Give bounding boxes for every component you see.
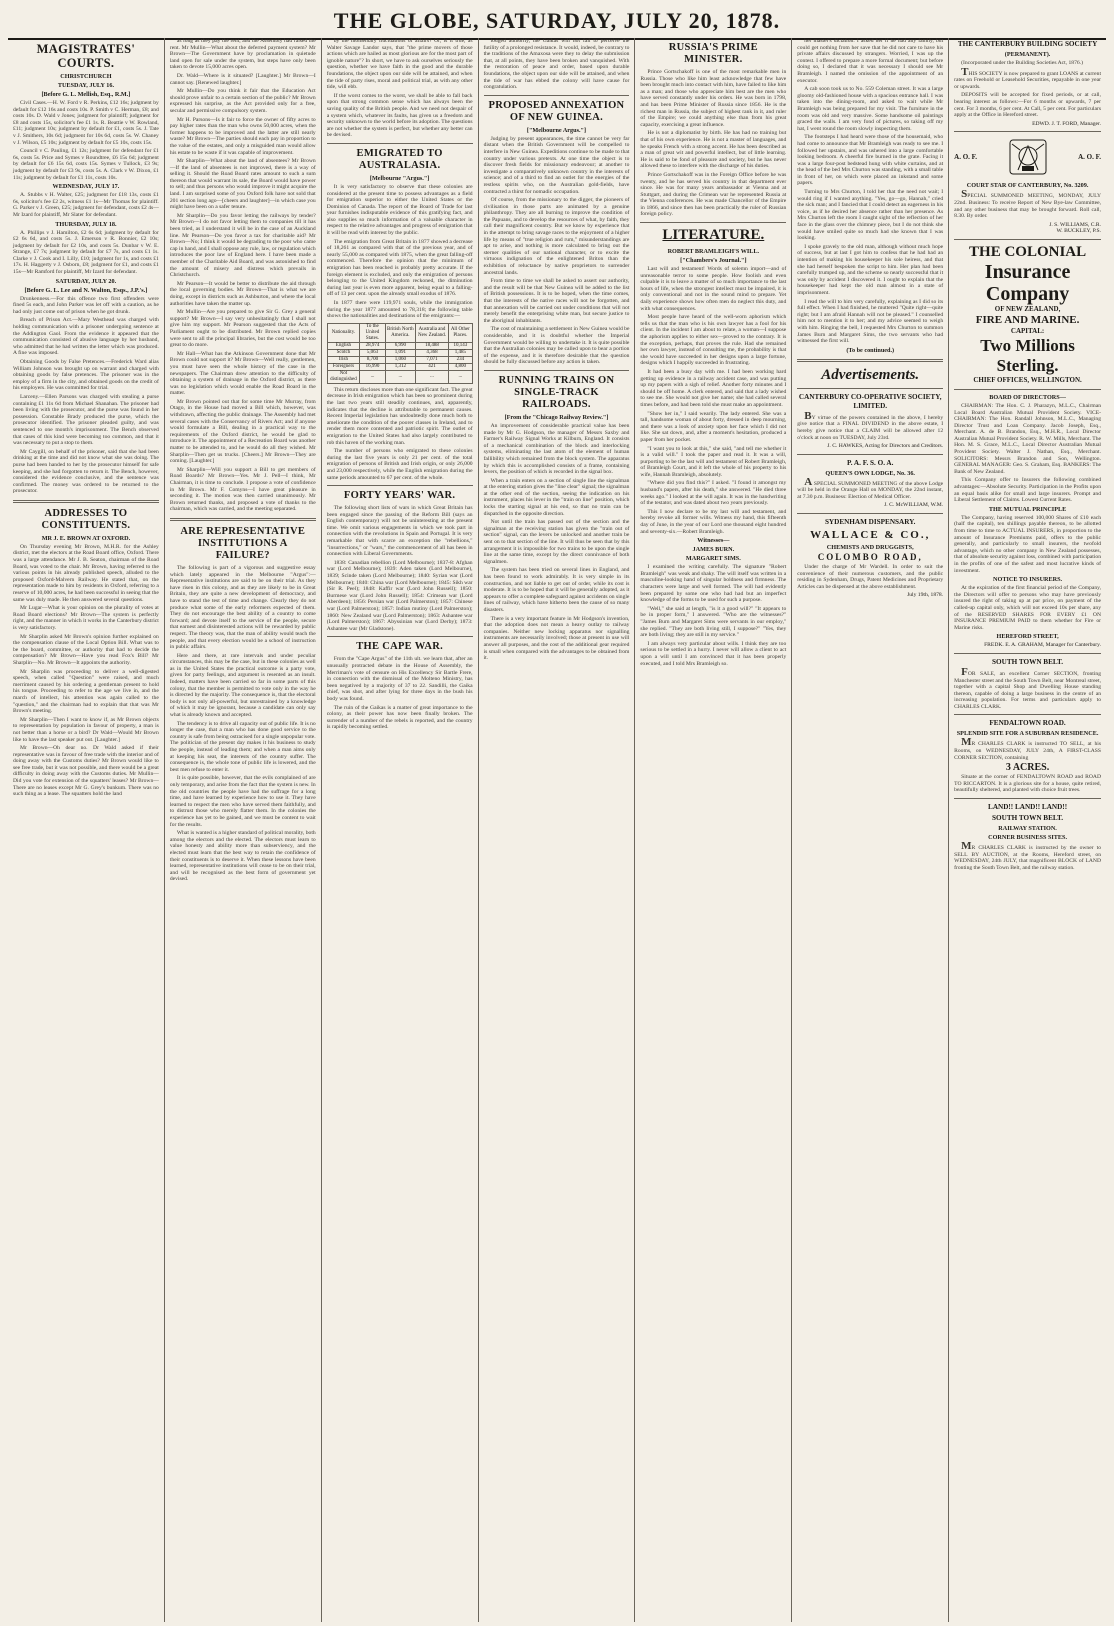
emigration-table (327, 323, 473, 384)
emigration-table-header: All Other Places. (449, 323, 472, 342)
hereford-street: HEREFORD STREET, (996, 633, 1059, 641)
session-3: THURSDAY, JULY 18. (55, 220, 117, 228)
divider (797, 388, 943, 389)
emigration-table-row (327, 356, 472, 363)
new-guinea-source: ["Melbourne Argus."] (526, 126, 587, 134)
building-society-sub: (PERMANENT). (1004, 51, 1051, 58)
colonial-of-nz: OF NEW ZEALAND, (994, 304, 1061, 313)
colonial-insurance-ad (954, 244, 1101, 385)
acres-text: Situate at the corner of FENDALTOWN ROAD and ROAD TO RICCARTON. It is a glorious site for a house, quite retired, beautifully sheltered, and planted with choice fruit trees. (954, 774, 1101, 794)
emigration-table-cell: ... (385, 370, 415, 383)
emigrated-text: It is very satisfactory to observe that these colonies are considered at the present time to possess advantages as a field for emigration superior to either the United States or the Dominion of Canada. The report of the Board of Trade for last year furnishes indisputable evidence of this gratifying fact, and also supplies so much information of a valuable character in respect to the relative advantages and progress of emigration that it will be read with interest by the public. The emigration from Great Britain in 1877 showed a decrease of 18,261 as compared with that of the previous year, and of nearly 55,000 as compared with 1875, when the great falling-off commenced. Therefore the opinion that the minimum of emigration has been reached is probably pretty accurate. If the foreign element is excluded, and only the emigration of persons belonging to the United Kingdom reckoned, the diminution during last year is even more apparent, being equal to a falling-off of 13 per cent. upon the already small exodus of 1876. In 1877 there were 119,971 souls, while the immigration during the year 1877 amounted to 78,318; the following table shows the nationalities and destinations of the emigrants:— (326, 183, 473, 320)
emigration-table-cell: Not distinguished (327, 370, 359, 383)
court-title: COURT STAR OF CANTERBURY, No. 3209. (966, 182, 1089, 190)
emigration-table-header: British North America. (385, 323, 415, 342)
divider (954, 714, 1101, 715)
new-guinea-heading: PROPOSED ANNEXATION OF NEW GUINEA. (488, 99, 625, 123)
emigration-table-cell: ... (449, 370, 472, 383)
foresters-emblem-icon (1004, 136, 1052, 178)
bench-4: [Before G. L. Lee and N. Walton, Esqs., J.P.'s.] (24, 286, 148, 294)
literature-heading: LITERATURE. (662, 227, 765, 244)
emigration-table-row (327, 342, 472, 349)
pafsoa-ad-title: P. A. F. S. O. A. (847, 458, 894, 467)
session-1: TUESDAY, JULY 16. (57, 82, 114, 89)
south-town-text: FOR SALE, an excellent Corner SECTION, fronting Manchester street and the South Town Belt, near Montreal street, together with a capital Shop and Dwelling House standing thereon, capable of doing a large business in the centre of an increasing population. For terms and particulars apply to CHARLES CLARK. (954, 665, 1101, 710)
cape-war-heading: THE CAPE WAR. (356, 641, 444, 653)
court-report-block-4: Drunkenness.—For this offence two first offenders were fined 5s each, and John Parker was let off with a caution, as he had only just come out of prison when he got drunk. Breach of Prison Act.—Mary Westhead was charged with holding communication with a prisoner undergoing sentence at the Addington Gaol. From the evidence it appeared that the communication consisted of abusive language by her husband, who admitted that he had written the letter which was produced. A fine was imposed. Obtaining Goods by False Pretences.—Frederick Ward alias William Johnson was brought up on warrant and charged with obtaining goods by false pretences. The prisoner was in the employ of a firm in the city, and obtained goods on the credit of his employers. He was committed for trial. Larceny.—Ellen Parsons was charged with stealing a purse containing £1 11s 6d from Michael Shanahan. The prisoner had been living with the prosecutor, and the purse was found in her possession. Constable Brady produced the purse, which the prosecutor identified. The prisoner pleaded guilty, and was sentenced to one month's imprisonment. The Bench observed that cases of this kind were becoming too common, and that it was necessary to put a stop to them. Mr Caygill, on behalf of the prisoner, said that she had been drinking at the time and did not know what she was doing. The purse had been handed to her by the prosecutor himself for safe keeping, and she had forgotten to return it. The Bench, however, considered the evidence conclusive, and the sentence was confirmed. The money was ordered to be returned to the prosecutor. (13, 295, 159, 495)
story-text: Last will and testament! Words of solemn import—and of unreasonable terror to some people. How foolish and even culpable it is to leave a matter of so much importance to the last hours of life, when the strongest intellect must be impaired, it is only conventional and not in the sound mind to prepare. Yet daily experience shows how often men do neglect this duty, and with what consequences. Most people have heard of the well-worn aphorism which tells us that the man who is his own lawyer has a fool for his client. In the incident I am about to relate, a woman—I suppose the aphorism applies to either sex—proved to the contrary. It is the exception, perhaps, that proves the rule. Had she remained her own lawyer, instead of consulting me, the probability is that she would have succeeded in her designs upon a large fortune, designs which I happily succeeded in frustrating. It had been a busy day with me. I had been working hard getting up evidence in a railway accident case, and was putting up my papers with a sigh of relief. Another forty minutes and I should be off home. A clerk entered, and said that a lady wished to see me. She would not give her name; she had called several times before, and had been told she must make an appointment. "Show her in," I said wearily. The lady entered. She was a tall, handsome woman of about forty, dressed in deep mourning, and there was a look of anxiety upon her face which I did not like. She sat down, and, after a moment's hesitation, produced a paper from her pocket. "I want you to look at this," she said, "and tell me whether it is a valid will." I took the paper and read it. It was a will, purporting to be the last will and testament of Robert Bramleigh, of Bramleigh Court, and it left the whole of his property to his wife, Hannah Bramleigh, absolutely. "Where did you find this?" I asked. "I found it amongst my husband's papers, after his death," she answered. "He died three weeks ago." I looked at the will again. It was in the handwriting of the testator, and was dated about two years previously. This I now declare to be my last will and testament, and hereby revoke all former wills. Witness my hand, this fifteenth day of June, in the year of our Lord one thousand eight hundred and seventy-six.—Robert Bramleigh. (640, 266, 787, 535)
emigration-table-row (327, 363, 472, 370)
coop-ad-title: CANTERBURY CO-OPERATIVE SOCIETY, LIMITED. (798, 392, 942, 410)
wallace-date: July 19th, 1878. (907, 592, 944, 599)
colonial-capital: CAPITAL: (1010, 326, 1045, 335)
forty-years-text: The following short lists of wars in which Great Britain has been engaged since the passing of the Reform Bill (says an English contemporary) will not be uninteresting at the present time. We omit various engagements in which we took part in connection with the revolutions in Spain and Portugal. It is very remarkable that with scarce an exception the "rebellions," "insurrections," or "wars," the commencement of all has been in connection with Liberal Governments. 1838: Canadian rebellion (Lord Melbourne); 1837-8: Afghan war (Lord Melbourne); 1839: Aden taken (Lord Melbourne), 1839; Scinde taken (Lord Melbourne); 1840: Syrian war (Lord Melbourne); 1840: China war (Lord Melbourne); 1845: Sikh war (Sir R. Peel); 1848: Kaffir war (Lord John Russell); 1850: Burmese war (Lord John Russell); 1854: Crimean war (Lord Aberdeen); 1856: Persian war (Lord Palmerston); 1857: Chinese war (Lord Palmerston); 1857: Indian mutiny (Lord Palmerston); 1860: New Zealand war (Lord Palmerston); 1863: Ashantee war (Lord Palmerston); 1867: Abyssinian war (Lord Derby); 1873: Ashantee war (Mr Gladstone). (326, 505, 473, 632)
new-guinea-text: Judging by present appearances, the time cannot be very far distant when the British Government will be compelled to interfere in New Guinea. Expeditions continue to be made to that country under various pretexts. At one time the object is to discover fresh fields for missionary endeavour; at another to investigate a comparatively unknown country in the interests of science; and of a third to find an outlet for the energies of the restless spirits who, on the Australian gold-fields, have contracted a thirst for nomadic occupation. Of course, from the missionary to the digger, the pioneers of civilisation in those parts are animated by a genuine philanthropy. They are all burning to improve the condition of the Papuans, and to develop the resources of what, by faith, they call their magnificent country. But we know by experience that in the attempt to bring savage races to the enjoyment of a higher life by means of "true religion and rum," misunderstandings are apt to arise, and nothing is more calculated to bring out the sterner qualities of our national character, or to excite the virtuous indignation of the enlightened Briton than the exhibition of reluctance by native proprietors to surrender ancestral lands. From time to time we shall be asked to assert our authority, and the result will be that New Guinea will be added to the list of British possessions. It is to be hoped, when the time comes, that the interests of the native races will not be forgotten, and that annexation will be carried out under conditions that will not merely benefit the enterprising white man, but secure justice to the aboriginal inhabitants. The cost of maintaining a settlement in New Guinea would be considerable, and it is doubtful whether the Imperial Government would be willing to undertake it. It is quite possible that the Australian colonies may be called upon to bear a portion of the expense, and it is therefore desirable that the question should be fully discussed before any action is taken. (483, 135, 630, 366)
emigration-table-cell: Irish (327, 356, 359, 363)
divider (13, 500, 159, 503)
building-society-text: (Incorporated under the Building Societies Act, 1876.) THIS SOCIETY is now prepared to grant LOANS at current rates on Freehold or Leasehold Securities, repayable in one year or upwards. DEPOSITS will be accepted for fixed periods, or at call, bearing interest as follows:—For 6 months or upwards, 7 per cent. For 3 months, 6 per cent. At Call, 5 per cent. For particulars apply at the Office in Hereford street. (954, 60, 1101, 119)
wallace-name: WALLACE & CO., (810, 529, 931, 542)
divider (640, 222, 786, 223)
brown-oxford-heading: MR J. E. BROWN AT OXFORD. (41, 534, 131, 542)
emigration-table-cell: 1,485 (449, 349, 472, 356)
emigration-table-cell: 5,063 (360, 349, 386, 356)
emigration-table-cell: ... (415, 370, 448, 383)
emigration-table-cell: 4,368 (415, 349, 448, 356)
mutual-heading: THE MUTUAL PRINCIPLE (988, 505, 1067, 513)
sydenham-ad-title: SYDENHAM DISPENSARY. (824, 518, 916, 527)
splendid-site: SPLENDID SITE FOR A SUBURBAN RESIDENCE. (956, 730, 1099, 738)
court-report-block: Civil Cases.—H. W. Ford v R. Perkins, £12 16s; judgment by default for £12 16s and costs 10s. P. Smith v C. Herman, £8; and costs 10s. D. Wald v Jones; judgment for plaintiff; judgment for £8 and costs 15s, solicitor's fee £1 1s. R. Beattie v W. Rowland, £11; judgment 10s; judgment by default for £1, costs 5s. J. Tate v J. Smithers, 10s 6d; judgment for 10s 6d, costs 5s. W. Chaney v J. Wilson, £5 10s; judgment by default for £5 10s, costs 15s. Council v C. Pauling, £1 12s; judgment for defendant for £1 6s, costs 5s. Price and Symes v Roundtree, £6 15s 6d; judgment by default for £6 15s 6d, costs 15s. Symes v Tullock, £3 9s; judgment by default for £3 9s, costs 5s. A. Clark v W. Dixon, £1 11s; judgment by default for £1 11s, costs 10s. (13, 100, 159, 181)
divider (797, 513, 943, 514)
divider (484, 95, 630, 96)
corner-sites: CORNER BUSINESS SITES. (988, 834, 1068, 842)
witness-2: MARGARET SIMS. (685, 555, 741, 563)
pafsoa-ad-sub: QUEEN'S OWN LODGE, No. 36. (825, 469, 915, 477)
emigration-table-cell: 7,071 (415, 356, 448, 363)
court-report-block-2: A. Stubbs v H. Walter, £25; judgment for £18 13s, costs £1 6s, solicitor's fee £2 2s, witness £1 1s—Mr Thomas for plaintiff. G. Parker v J. Green, £25; judgment for defendant, costs £2 4s—Mr Izard for plaintiff, Mr Slater for defendant. (13, 192, 159, 218)
emigration-table-cell: 28,974 (360, 342, 386, 349)
emigration-table-cell: English (327, 342, 359, 349)
russia-text: Prince Gortschakoff is one of the most remarkable men in Russia. Those who like him least acknowledge that few have been brought much into contact with him, have failed to like him as a man; and those who appreciate him best are the men who have served constantly under his orders. He was born in 1798, and has been Prime Minister of Russia since 1856. He is the richest man in Russia, the subject of highest rank in it, and ruler of the Empire; we could anything else than from his great capacity, exercising a great influence. He is not a diplomatist by birth. He has had no training but that of his own experience. He is not a master of languages, and he speaks French with a strong accent. He has been described as a man of great wit and powerful intellect, but of little learning. He is said to be fond of pleasure and society, but he has never allowed these to interfere with the discharge of his duties. Prince Gortschakoff was in the Foreign Office before he was twenty, and he has served his country in that department ever since. He was for many years ambassador at Vienna and at Stuttgart, and during the Crimean war he represented Russia at the Vienna conferences. He was made Chancellor of the Empire in 1866, and since then has been practically the ruler of Russian foreign policy. (640, 69, 787, 218)
column-7 (949, 38, 1106, 1622)
story-continued: her master's dictation. I asked her if he had any family, but could get nothing from her save that he did not care to have his private affairs discussed by strangers. Worried, I was up the contest. I offered to prepare a more formal document; but before doing so, I declared that it was necessary I should see Mr Bramleigh. I named the omission of the appointment of an executor. A cab soon took us to No. 559 Coleman street. It was a large gloomy old-fashioned house with a spacious entrance hall. I was taken into the dining-room, and asked to wait while Mr Bramleigh was being prepared for my visit. The furniture in the room was old and very massive. Some handsome oil paintings graced the walls. I am very fond of pictures, so taking off my hat, I went round the room slowly inspecting them. The footsteps I had heard were those of the housemaid, who had come to announce that Mr Bramleigh was ready to see me. I followed her upstairs, and was ushered into a large comfortable looking bedroom. A cheerful fire burned in the grate. Facing it was a large four-post bedstead hung with white curtains, and at the head of the bed Mrs Churton was standing, with a small table in front of her, on which were placed an inkstand and some papers. Turning to Mrs Churton, I told her that the need not wait; I would ring if I wanted anything. "Yes, go—go, Hannah," cried the sick man; and I fancied that I could detect an eagerness in his voice, as if he desired her absence rather than her presence. As Mrs Churton left the room I caught sight of the reflection of her face in the glass over the chimney piece, but I do not think she would have smiled quite so much had she known that I was looking. I spoke gravely to the old man, although without much hope of success, but at last I got him to confess that he had had an intention of making his housekeeper his sole heiress, and that she had herself bespoken the script to him. Her plan had been carefully trumped up, and the scheme so nearly successful that it was only by accident I discovered it. I ought to explain that the housekeeper had kept the old man almost in a state of imprisonment. I read the will to him very carefully, explaining as I did so its full effect. When I had finished, he muttered "Quite right—quite right; but I am afraid Hannah will not be pleased." I counselled him not to mention it to her; and my advice seemed to weigh with him. Ringing the bell, I requested Mrs Churton to summon James Burn and Margaret Sims, the two servants who had witnessed the first will. (797, 38, 944, 345)
south-town-title: SOUTH TOWN BELT. (992, 657, 1064, 666)
aof-emblem-row (954, 136, 1101, 178)
divider (954, 389, 1101, 390)
emigration-table-cell: 4,800 (449, 363, 472, 370)
court-report-block-3: A. Phillips v J. Hamilton, £2 6s 6d; judgment by default for £2 6s 6d, and costs 5s. J. Emerson v R. Bonnier, £2 10s; judgment by default for £2 10s, and costs 5s. Dunbar v W. E. Strange, £7 7s; judgment by default for £7 7s, and costs £1 1s. Clarke v J. Cook and I. Lilly, £10; judgment for 1s, and costs £1 17s. H. Haggerty v J. Osborn, £8; judgment for £1, and costs £1 15s—Mr Ramford for plaintiff, Mr Izard for defendant. (13, 229, 159, 276)
aof-left: A. O. F. (954, 153, 978, 162)
emigrated-source: [Melbourne "Argus."] (369, 174, 430, 182)
notice-text: At the expiration of the first financial period of the Company, the Directors will offer to persons who may have previously insured the right of taking up at par price, on payment of the called-up capital only, which will not exceed 10s per share, any of the RESERVED SHARES FOR EVERY £1 ON INSURANCE PREMIUM PAID to them whether for Fire or Marine risks. (954, 585, 1101, 631)
brown-address-text: On Thursday evening Mr Brown, M.H.R. for the Ashley district, met the electors at the Road Board office, Oxford. There was a large attendance. Mr J. B. Seaton, chairman of the Road Board, was voted to the chair. Mr Brown, having referred to the various points in his already published speech, alluded to the proposed Oxford-Malvern Railway. He stated that, on the representation made to him by residents in Oxford, referring to a reserve of 10,000 acres, he had been successful in seeing that the same was duly made. He then answered several questions. Mr Lugar—What is your opinion on the plurality of votes at Road Board elections? Mr Brown—The system is perfectly right, and the manner in which it works in the Canterbury district is very satisfactory. Mr Sharplin asked Mr Brown's opinion further explained on the compensation clause of the Local Option Bill. What was to be the board, committee, or authority that had to decide the compensation? Mr Brown—Have you read Fox's Bill? Mr Sharplin—No. Mr Brown—It appoints the authority. Mr Sharplin was proceeding to deliver a well-digested speech, when called "Question" were raised, and much merriment caused by his ordering a gentleman present to hold his tongue. Proceeding to refer to the age we live in, and the march of intellect, his attention was again called to the "question," and the chairman had to explain that that was Mr Brown's meeting. Mr Sharplin—Then I want to know if, as Mr Brown objects to representation by population in favour of property, a man is not better than a horse or a bird? Dr Wald—Would Mr Brown like to have the last speaker put out. [Laughter.] Mr Brown—Oh dear no. Dr Wald asked if their representative was in favour of free trade with the interior and of doing away with the Customs duties? Mr Brown would like to see free trade, but it was not possible, and there would be a great difficulty in doing away with the Customs duties. Mr Mullin—Did you vote for extension of the squatters' leases? Mr Brown—There are no leases except Mr G. Grey's bunkum. There was no such thing as a lease. The squatters hold the land (13, 543, 159, 798)
fendaltown-title: FENDALTOWN ROAD. (989, 719, 1066, 728)
board-text: CHAIRMAN: The Hon. C. J. Pharazyn, M.L.C., Chairman Local Board Australian Mutual Provident Society. VICE-CHAIRMAN: The Hon. Randall Johnson, M.L.C., Managing Director Trust and Loan Company. Jacob Joseph, Esq., Merchant. A. de B. Brandon, Esq., M.H.R., Local Director Australian Mutual Provident Society. R. W. Mills, Merchant. The Hon. M. S. Grace, M.L.C., Local Director Australian Mutual Provident Society. Walter J. Nathan, Esq., Merchant. SOLICITORS: Messrs Brandon and Son, Wellington. GENERAL MANAGER: Geo. S. Graham, Esq. BANKERS: The Bank of New Zealand. This Company offer to Insurers the following combined advantages:—Absolute Security. Participation in the Profits upon an equal basis alike for small and large insurers. Prompt and Liberal Settlement of Claims. Lowest Current Rates. (954, 402, 1101, 504)
emigration-table-cell: 8,700 (360, 356, 386, 363)
railroads-heading: RUNNING TRAINS ON SINGLE-TRACK RAILROADS. (498, 374, 615, 410)
cape-war-continued: lodged authority, the Gaikas will not fail to perceive the futility of a prolonged resistance. It would, indeed, be contrary to the traditions of the Amaxosa were they to delay the submission that, at all points, they have been broken and vanquished. With the restoration of peace and order, based upon durable foundations, the object upon our side will be attained, and when the tide of war has ebbed the colony will have cause for congratulation. (483, 38, 630, 91)
bench-1: [Before G. L. Mellish, Esq., R.M.] (41, 91, 131, 98)
divider (170, 518, 316, 521)
divider (327, 143, 473, 144)
emigration-table-cell: ... (360, 370, 386, 383)
land-text: MR CHARLES CLARK is instructed by the owner to SELL BY AUCTION, at the Rooms, Hereford street, on WEDNESDAY, 24th JULY, that magnificent BLOCK of LAND fronting the South Town Belt, and the railway station. (954, 840, 1101, 871)
emigration-table-row (327, 349, 472, 356)
emigration-table-cell: 6,990 (385, 342, 415, 349)
emigration-table-cell: 16,990 (360, 363, 386, 370)
emigration-table-header: To the United States. (360, 323, 386, 342)
building-society-signature: EDWD. J. T. FORD, Manager. (1032, 120, 1101, 127)
story-text-2: I examined the writing carefully. The signature "Robert Bramleigh" was weak and shaky. The will itself was written in a masculine-looking hand of singular boldness and firmness. The characters were large and well formed. The will had evidently been prepared by some one who had had but an imperfect knowledge of the forms to be used for such a purpose. "Well," she said at length, "is it a good will?" "It appears to be in proper form," I answered. "Who are the witnesses?" "James Burn and Margaret Sims were servants in our employ," she replied. "They are both living still, I suppose?" "Yes, they are both living; they are still in my service." I am always very particular about wills. I think they are too serious to be settled in a hurry. I never will allow a client to act upon a will until I am convinced that it has been properly executed, and I told Mrs Bramleigh so. (640, 564, 787, 667)
column-4 (479, 38, 636, 1622)
emigration-table-cell: 234 (449, 356, 472, 363)
column-6 (792, 38, 949, 1622)
court-sig-2: W. BUCKLEY, P.S. (1056, 228, 1101, 235)
notice-heading: NOTICE TO INSURERS. (993, 576, 1063, 584)
land-title: LAND!! LAND!! LAND!! (988, 803, 1068, 812)
column-3 (322, 38, 479, 1622)
column-5 (635, 38, 792, 1622)
emigrated-heading: EMIGRATED TO AUSTRALASIA. (356, 147, 443, 171)
witness-label: Witnesses— (697, 537, 730, 545)
emigration-table-cell: 18,488 (415, 342, 448, 349)
emigration-table-cell: 10,143 (449, 342, 472, 349)
divider (327, 485, 473, 486)
colonial-manager: FREDK. E. A. GRAHAM, Manager for Canterbury. (984, 642, 1101, 649)
emigration-table-header: Nationality. (327, 323, 359, 342)
columns (8, 38, 1106, 1622)
divider (954, 239, 1101, 240)
emigration-table-row (327, 370, 472, 383)
emigration-table-cell: 1,091 (385, 349, 415, 356)
masthead-title: THE GLOBE, SATURDAY, JULY 20, 1878. (8, 4, 1106, 40)
emigration-table-cell: 1,060 (385, 356, 415, 363)
coop-ad-text: BY virtue of the powers contained in the above, I hereby give notice that a FINAL DIVIDEND in the above estate, I hereby give notice that a CLAIM will be allowed after 12 o'clock at noon on TUESDAY, July 23rd. (797, 409, 944, 441)
session-2: WEDNESDAY, JULY 17. (52, 183, 120, 191)
colonial-the: THE COLONIAL (969, 243, 1087, 260)
brown-address-continued: as long as they pay the rent, and the Assembly had raised the rent. Mr Mullin—What about the deferred payment system? Mr Brown—The Government have by proclamation in quietude land open for sale under the system, but steps have only been taken to devote 15,000 acres open. Dr. Wald—Where is it situated? [Laughter.] Mr Brown—I cannot say. [Renewed laughter.] Mr Mullin—Do you think it fair that the Education Act should prove unfair to a certain section of the public? Mr Brown expressed his surprise, as the Act provided only for a free, secular and permissive compulsory system. Mr H. Parsons—Is it fair to force the owner of fifty acres to pay higher rates than the man who owns 50,000 acres, when the former happens to be improved and the latter are still nearly waste? Mr Brown—The parties should each pay in proportion to the value of the estates, and only a misguided man would allow his estate to be waste if it was capable of improvement. Mr Sharplin—What about the land of absentees? Mr Brown—If the land of absentees is not improved, there is a way of selling it. Should the Road Board rates amount to such a sum thereon that would warrant its sale, the Board would have power to sell; and thus persons who would improve it might acquire the land. I am surprised some of you Oxford folk have not sold that 201 section long ago—[cheers and laughter]—in which case you might have been on a safer tenure. Mr Sharplin—Do you favor letting the railways by tender? Mr Brown—I do not favor letting them to companies till it has been tried, as I understand it will be in the case of an Auckland line. Mr Pearson—Do you favor a tax for charitable aid? Mr Brown—No; I think it would be degrading to the poor who came cap in hand, and I shall oppose any rule, law, or regulation which introduces the poor law of England here. I have been made a member of the Charitable Aid Board, and was astonished to find the amount of misery and distress which prevails in Christchurch. Mr Pearson—It would be better to distribute the aid through the local governing bodies. Mr Brown—That is what we are doing, except in districts such as Ashburton, and where the local authorities have taken the matter up. Mr Mullin—Are you prepared to give Sir G. Grey a general support? Mr Brown—I say very unhesitatingly that I shall not give him my support. Mr Pearson suggested that the Acts of Parliament ought to be distributed. Mr Brown replied copies were sent to all the principal libraries, but the cost would be too great to do more. Mr Hall—What has the Atkinson Government done that Mr Brown could not support it? Mr Brown—Well really, gentlemen, you must have seen the whole history of the case in the newspapers. The Chairman drew attention to the difficulty of obtaining a system of drainage in the Oxford district, as there was no legislation which would enable the Road Board in the matter. Mr Brown pointed out that for some time Mr Murray, from Otago, in the House had moved a Bill which, however, was withdrawn, affecting the public drainage. The Assembly had met several cases with the Conservancy of Rivers Act; and if anyone would formulate a Bill, dealing in a practical way to the requirements of the Oxford district, he would be glad to introduce it. The appointment of a Recreation Board was another matter to be attended to, and he would do all they wished. Mr Sharplin—Then get us trucks. [Cheers.] Mr Brown—They are coming. [Laughter.] Mr Sharplin—Will you support a Bill to get members of Road Boards? Mr Brown—Yes. Mr J. Pell—I think, Mr Chairman, it is time to conclude. I propose a vote of confidence in Mr Brown. Mr F. Comyns—I have great pleasure in seconding it. The motion was then carried unanimously. Mr Brown returned thanks, and proposed a vote of thanks to the chairman, which was carried, and the meeting separated. (169, 38, 316, 513)
railroads-text: An improvement of considerable practical value has been made by Mr G. Hodgson, the manager of Messrs Saxby and Farmer's Railway Signal Works at Kilburn, England. It consists of a mechanical combination of the block and interlocking systems, eliminating the last atom of the element of human fallibility which remained from the block system. The apparatus by which this is accomplished consists of a frame, containing levers, the position of which is recorded in the signal box. When a train enters on a section of single line the signalman at the entering station gives the "line clear" signal; the signalman at the other end of the section, seeing the indication on his instrument, places his lever in the "train on line" position, which locks the starting signal at his end, so that no train can be dispatched in the opposite direction. Not until the train has passed out of the section and the signalman at the receiving station has given the "train out of section" signal, can the levers be unlocked and another train be sent on to that section of the line. It will thus be seen that by this arrangement it is impossible for two trains to be upon the single line at the same time, except by the direct connivance of both signalmen. The system has been tried on several lines in England, and has been found to work admirably. It is very simple in its construction, and not liable to get out of order, while its cost is moderate. It is to be hoped that it will be generally adopted, as it appears to offer a complete safeguard against accidents on single lines of railway, which have hitherto been the cause of so many disasters. There is a very important feature in Mr Hodgson's invention, that the adoption does not mean a heavy outlay to railway companies. Neither new locking apparatus nor signalling instruments are necessarily involved; those at present in use will answer all purposes, and the cost of the additional gear required is small when compared with the advantages to be obtained from it. (483, 422, 630, 662)
divider (954, 798, 1101, 799)
representative-heading: ARE REPRESENTATIVE INSTITUTIONS A FAILURE? (180, 525, 306, 561)
divider (797, 454, 943, 455)
magistrates-heading: MAGISTRATES' COURTS. (36, 42, 136, 70)
colonial-fire-marine: FIRE AND MARINE. (975, 313, 1080, 326)
wallace-sub: CHEMISTS AND DRUGGISTS, (826, 544, 914, 552)
pafsoa-ad-text: A SPECIAL SUMMONED MEETING of the above Lodge will be held in the Orange Hall on MONDAY, the 22nd instant, at 7.30 p.m. Business: Election of Medical Officer. (797, 475, 944, 500)
emigrated-text-2: This return discloses more than one significant fact. The great decrease in Irish emigration which has been so prominent during the last two years still steadily continues, and, apparently, indicates that the decline is attributable to permanent causes. Recent Imperial legislation has undoubtedly done much both to ameliorate the condition of the poorer classes in Ireland, and to render them more contented and patriotic spirit. The outlet of emigration to the United States had also largely contributed to rob this haven of the working man. The number of persons who emigrated to these colonies during the last five years is only 21 per cent. of the total emigration of persons of British and Irish origin, or only 26,000 and 23,000 respectively, while the English emigration during the same periods amounted to 67 per cent. of the whole. (326, 386, 473, 481)
divider (954, 131, 1101, 132)
emigration-table-header: Australia and New Zealand. (415, 323, 448, 342)
wallace-text: Under the charge of Mr Wardell. In order to suit the convenience of their numerous customers, and the public residing in Sydenham, Drugs, Patent Medicines and Proprietary Articles can be dispensed at the above establishment. (797, 564, 944, 590)
advertisements-heading: Advertisements. (821, 366, 920, 383)
story-title: ROBERT BRAMLEIGH'S WILL. (667, 248, 760, 256)
emigration-table-cell: 1,312 (385, 363, 415, 370)
continued-note: (To be continued.) (846, 346, 895, 354)
south-town-2: SOUTH TOWN BELT. (992, 814, 1064, 823)
railway-station: RAILWAY STATION. (998, 825, 1057, 833)
divider (954, 653, 1101, 654)
column-2 (165, 38, 322, 1622)
board-heading: BOARD OF DIRECTORS— (989, 393, 1066, 401)
acres-title: 3 ACRES. (1005, 762, 1050, 774)
colonial-insurance: Insurance Company (984, 260, 1071, 305)
cape-war-text: From the "Cape Argus" of the 11th ult. we learn that, after an unusually protracted debate in the House of Assembly, the Merriman's vote of censure on His Excellency Sir Bartle Frere, in connection with the dismissal of the Molteno Ministry, has been negatived by a majority of 37 to 22. Sandilli, the Gaika chief, was shot, and after lying for three days in the bush his body was found. The ruin of the Gaikas is a matter of great importance to the colony, as their power has now been finally broken. The surrender of a number of the rebels is reported, and the country is rapidly becoming settled. (326, 656, 473, 731)
fendaltown-text: MR CHARLES CLARK is instructed TO SELL, at his Rooms, on WEDNESDAY, JULY 24th, A FIRST-CLASS CORNER SECTION, containing (954, 736, 1101, 761)
railroads-source: [From the "Chicago Railway Review."] (504, 413, 609, 421)
witness-1: JAMES BURN. (692, 546, 735, 554)
column-1 (8, 38, 165, 1622)
mutual-text: The Company, having reserved 100,000 Shares of £10 each (half the capital), ten shillings payable thereon, to be allotted from time to time to ACTUAL INSURERS, in proportion to the amount of Insurance Premiums paid, offers to the public generally, and particularly to small insurers, the twofold advantage, which no other company in New Zealand possesses, that of absolute security against loss, combined with participation in the profits of one of the safest and most lucrative kinds of investment. (954, 514, 1101, 574)
coop-ad-signature: J. C. HAWKES, Acting for Directors and Creditors. (827, 443, 944, 450)
colonial-offices: CHIEF OFFICES, WELLINGTON. (973, 375, 1082, 384)
session-4: SATURDAY, JULY 20. (55, 277, 117, 285)
colonial-amount: Two Millions Sterling. (980, 335, 1075, 375)
place-heading: CHRISTCHURCH (60, 73, 112, 80)
aof-right: A. O. F. (1078, 153, 1101, 162)
russia-heading: RUSSIA'S PRIME MINISTER. (668, 42, 758, 65)
building-society-title: THE CANTERBURY BUILDING SOCIETY (957, 40, 1098, 48)
forty-years-lead: by the momentary fluctuations of affairs? Or, is it true, as Walter Savage Landor says, that "the prime movers of those actions which are hailed as most glorious are for the most part of ignoble nature"? In short, we have to ask ourselves seriously the question, whether we have faith in the good and the durable foundations, the object upon our side will be attained, and when the tide of party rises, moral and political trial, as with any other tide, will ebb. If the worst comes to the worst, we shall be able to fall back upon that strong common sense which has always been the saving quality of the British people. And we need not despair of a system which, whatever its faults, has given us a freedom and security unknown to the world before its adoption. The questions are not whether the system is perfect, but whether any better can be devised. (326, 38, 473, 139)
court-sig-1: J. S. WILLIAMS, C.R. (1049, 221, 1101, 228)
divider (797, 359, 943, 362)
addresses-heading: ADDRESSES TO CONSTITUENTS. (41, 507, 131, 531)
representative-text: The following is part of a vigorous and suggestive essay which lately appeared in the Melbourne "Argus":—Representative institutions are said to be on their trial. As they have risen in this colony, and as they are likely to be in Great Britain, they are quite a new development of democracy, and have to stand the test of time and change. Clearly they do not produce what some of the early reformers expected of them. They do not encourage the best ability of a country to come forward; and devote itself to the service of the people, secure that earnest and disinterested actions will be rewarded by public respect. The theory was, that the man of ability would teach the people, and that every election would be a school of instruction in public affairs. Here and there, at rare intervals and under peculiar circumstances, this may be the case, but in these colonies as well as in the United States the practical outcome is a party vote, given for party feelings, and argument is resented as an insult. Indeed, matters have been carried so far in some parts of this colony, that the member is permitted to vote only in the way he is directed by the majority. The consequence is, that the electoral body is not only all-powerful, but unrestrained by a knowledge of which it may be ignorant, because a candidate can only say what is already known and accepted. The tendency is to drive all capacity out of public life. It is no longer the case, that a man who has done good service to the country is safe from being ostracised for a single unpopular vote. The politician of the present day makes it his business to study the people, instead of leading them; and when a man aims only at keeping his seat, the interests of the country suffer. The consequence is, the whole tone of public life is lowered, and the best men refuse to enter it. It is quite possible, however, that the evils complained of are only temporary, and arise from the fact that the system is new. In the old countries the people have had the suffrage for a long time, and have learned by experience how to use it. They have learned to respect the men who have served them faithfully, and to distrust those who merely flatter them. In the colonies the experience has yet to be gained, and we must be content to wait for the results. What is wanted is a higher standard of political morality, both among the electors and the elected. The electors must learn to value honesty and ability more than subserviency, and the elected must learn that the best way to retain the confidence of their constituents is to deserve it. When these lessons have been learned, representative institutions will cease to be on their trial, and will be recognised as the best form of government yet devised. (169, 564, 316, 883)
divider (327, 636, 473, 637)
emigration-table-cell: Scotch (327, 349, 359, 356)
emigration-table-cell: 421 (415, 363, 448, 370)
court-text: SPECIAL SUMMONED MEETING, MONDAY, JULY 22nd. Business: To receive Report of New Bye-law Committee, and any other business that may be brought forward. Roll call, 8.30. By order. (954, 188, 1101, 220)
emigration-table-cell: Foreigners (327, 363, 359, 370)
pafsoa-ad-signature: J. C. McWILLIAM, W.M. (884, 502, 944, 509)
divider (484, 370, 630, 371)
forty-years-heading: FORTY YEARS' WAR. (343, 490, 456, 502)
story-source: ["Chambers's Journal."] (680, 257, 747, 265)
wallace-address: COLOMBO ROAD, (817, 552, 923, 563)
